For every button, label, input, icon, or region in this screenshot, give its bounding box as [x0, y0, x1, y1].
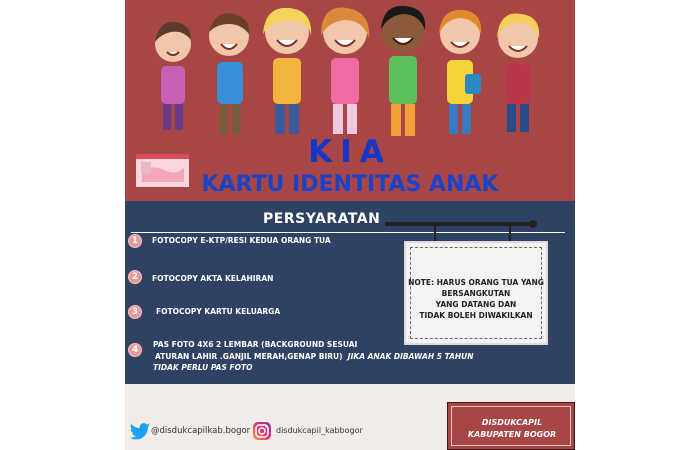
child-figure — [263, 8, 311, 134]
number-badge: 2 — [128, 270, 142, 284]
child-figure — [155, 22, 191, 130]
child-figure — [209, 13, 249, 134]
children-illustration — [125, 0, 575, 148]
requirement-italic-note: JIKA ANAK DIBAWAH 5 TAHUN — [347, 352, 474, 361]
brand-line-1: DISDUKCAPIL — [481, 418, 543, 427]
note-line: NOTE: HARUS ORANG TUA YANG — [408, 278, 544, 287]
requirement-item: FOTOCOPY E-KTP/RESI KEDUA ORANG TUA — [152, 236, 331, 245]
number-badge: 3 — [128, 305, 142, 319]
child-figure — [439, 10, 481, 134]
brand-box — [447, 402, 575, 450]
requirements-heading: PERSYARATAN — [263, 211, 381, 227]
instagram-icon[interactable] — [253, 422, 271, 440]
number-badge: 4 — [128, 343, 142, 357]
child-figure — [497, 14, 539, 133]
children-illustration-svg — [125, 0, 575, 148]
twitter-handle[interactable]: @disdukcapilkab.bogor — [151, 426, 251, 436]
kia-poster — [125, 0, 575, 450]
child-figure — [321, 8, 369, 134]
requirement-item: FOTOCOPY KARTU KELUARGA — [156, 307, 281, 316]
brand-line-2: KABUPATEN BOGOR — [467, 430, 557, 439]
note-line: YANG DATANG DAN — [435, 300, 517, 309]
twitter-icon[interactable] — [129, 422, 151, 442]
title-short: KIA — [308, 134, 392, 170]
requirement-item: FOTOCOPY AKTA KELAHIRAN — [152, 274, 274, 283]
requirement-text: ATURAN LAHIR .GANJIL MERAH,GENAP BIRU) — [155, 352, 343, 361]
hanger-bar — [385, 222, 535, 226]
instagram-handle[interactable]: disdukcapil_kabbogor — [276, 426, 363, 435]
requirement-italic-line: TIDAK PERLU PAS FOTO — [153, 363, 253, 372]
note-text — [406, 277, 546, 321]
note-line: BERSANGKUTAN — [441, 289, 511, 298]
requirement-item-line — [155, 351, 474, 362]
note-line: TIDAK BOLEH DIWAKILKAN — [419, 311, 533, 320]
child-figure — [381, 6, 425, 136]
number-badge: 1 — [128, 234, 142, 248]
requirement-item-line: PAS FOTO 4X6 2 LEMBAR (BACKGROUND SESUAI — [153, 340, 358, 349]
note-sign — [406, 243, 546, 343]
title-full: KARTU IDENTITAS ANAK — [201, 172, 499, 197]
